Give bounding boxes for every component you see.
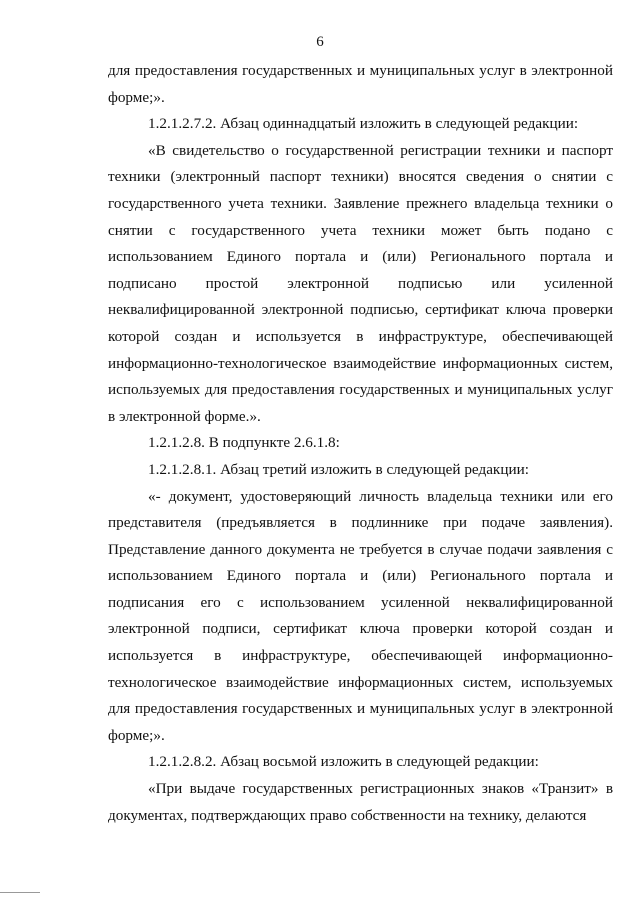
paragraph-3: «В свидетельство о государственной регистрации техники и паспорт техники (электронный паспорт техники) вносятся сведения о снятии с государственного учета техники. Заявление прежнего владельца техники о снятии с государственного учета техники может быть подано с использованием Единого портала и (или) Регионального портала и подписано простой электронной подписью или усиленной неквалифицированной электронной подписью, сертификат ключа проверки которой создан и используется в инфраструктуре, обеспечивающей информационно-технологическое взаимодействие информационных систем, используемых для предоставления государственных и муниципальных услуг в электронной форме.». — [108, 141, 613, 425]
paragraph-8: «При выдаче государственных регистрационных знаков «Транзит» в документах, подтверждающих право собственности на технику, делаются — [108, 780, 613, 824]
paragraph-6: «- документ, удостоверяющий личность владельца техники или его представителя (предъявляется в подлиннике при подаче заявления). Представление данного документа не требуется в случае подачи заявления с использованием Единого портала и (или) Регионального портала и подписания его с использованием усиленной неквалифицированной электронной подписи, сертификат ключа проверки которой создан и используется в инфраструктуре, обеспечивающей информационно-технологическое взаимодействие информационных систем, используемых для предоставления государственных и муниципальных услуг в электронной форме;». — [108, 487, 613, 744]
footer-rule — [0, 892, 40, 893]
paragraph-4: 1.2.1.2.8. В подпункте 2.6.1.8: — [148, 434, 340, 452]
paragraph-5: 1.2.1.2.8.1. Абзац третий изложить в следующей редакции: — [148, 460, 529, 478]
page-number: 6 — [316, 34, 324, 50]
paragraph-7: 1.2.1.2.8.2. Абзац восьмой изложить в следующей редакции: — [148, 753, 539, 771]
paragraph-1: для предоставления государственных и муниципальных услуг в электронной форме;». — [108, 62, 613, 106]
paragraph-2: 1.2.1.2.7.2. Абзац одиннадцатый изложить в следующей редакции: — [148, 115, 579, 133]
document-body — [108, 58, 613, 829]
